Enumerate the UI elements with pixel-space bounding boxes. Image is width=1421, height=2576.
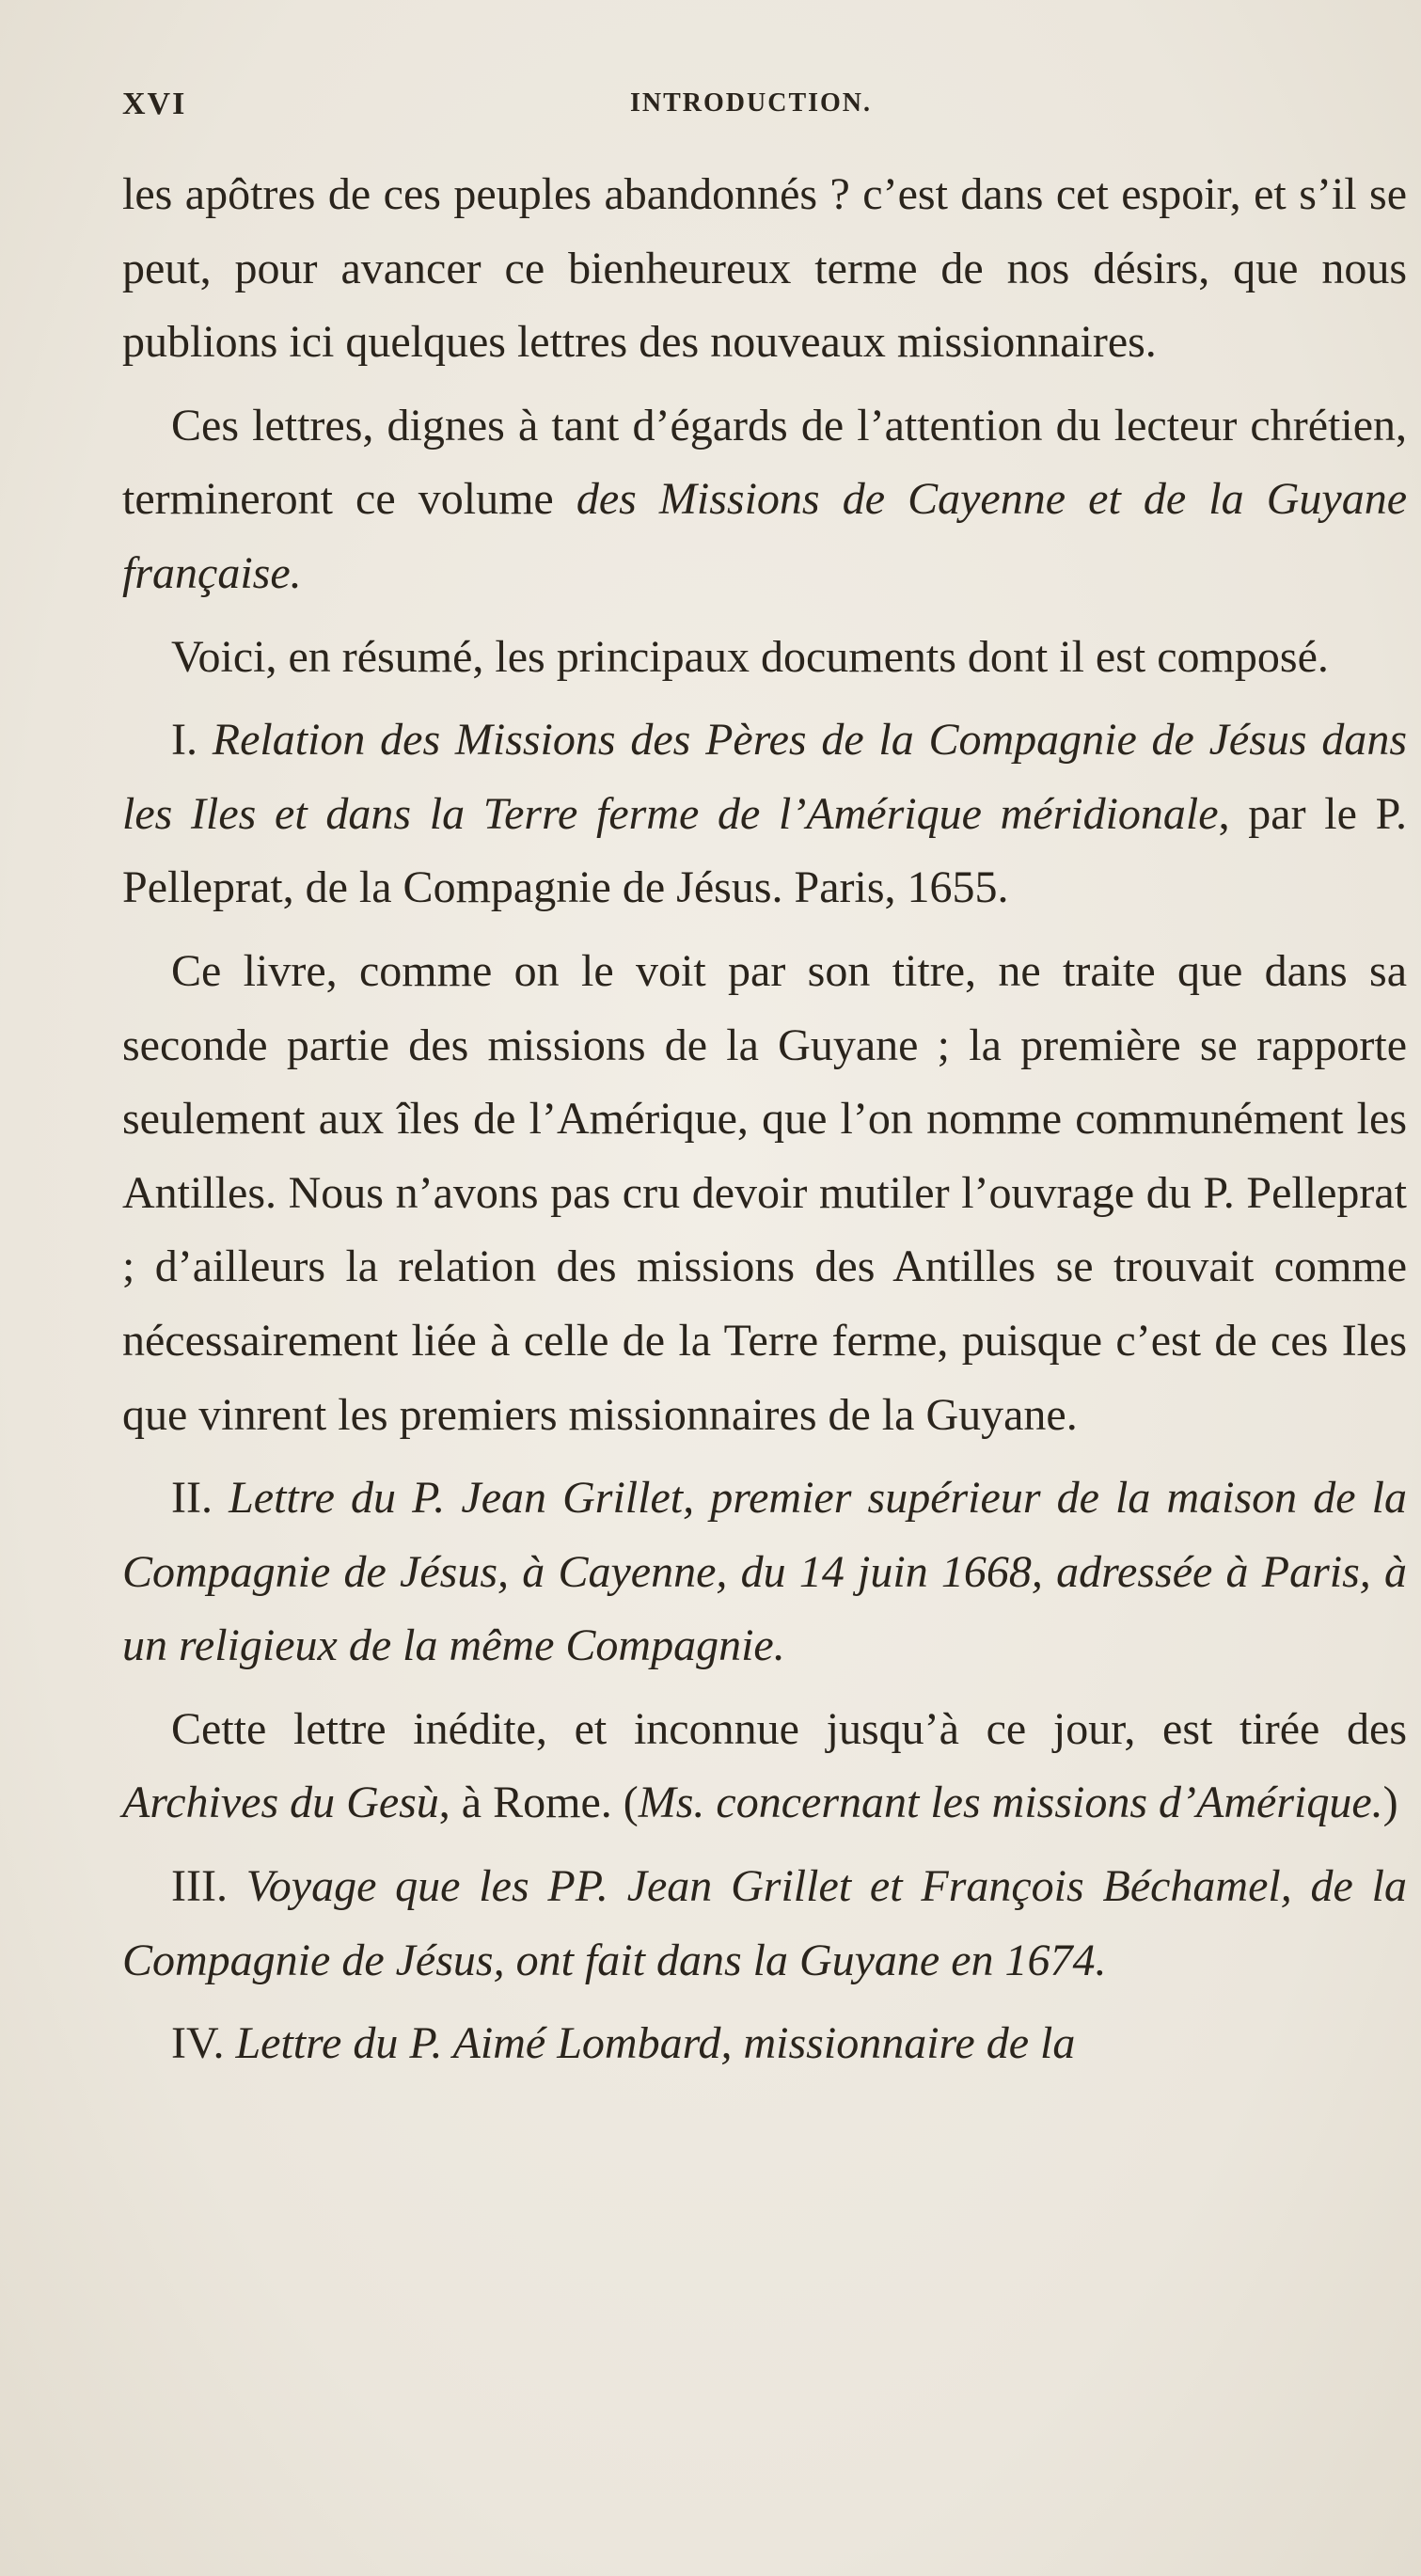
document-entry-2: [122, 1462, 1407, 1683]
entry-number: IV.: [171, 2018, 236, 2069]
paragraph-text: les apôtres de ces peuples abandonnés ? c’est dans cet espoir, et s’il se peut, pour avancer ce bienheureux terme de nos désirs, que nous publions ici quelques lettres des nouveaux missionnaires.: [122, 169, 1407, 368]
body-text: [122, 158, 1407, 2081]
document-entry-1: [122, 703, 1407, 925]
paragraph-letters-intro: [122, 389, 1407, 611]
paragraph-grillet-letter: [122, 1693, 1407, 1841]
paragraph-continued: [122, 158, 1407, 380]
paragraph-text: , à Rome. (: [438, 1778, 639, 1828]
paragraph-text: Ce livre, comme on le voit par son titre, ne traite que dans sa seconde partie des missions de la Guyane ; la première se rapporte seulement aux îles de l’Amérique, que l’on nomme communément les Antilles. Nous n’avons pas cru devoir mutiler l’ouvrage du P. Pelleprat ; d’ailleurs la relation des missions des Antilles se trouvait comme nécessairement liée à celle de la Terre ferme, puisque c’est de ces Iles que vinrent les premiers missionnaires de la Guyane.: [122, 945, 1407, 1440]
entry-number: I.: [171, 715, 213, 766]
archive-name: Archives du Gesù: [122, 1778, 439, 1828]
paragraph-text: Cette lettre inédite, et inconnue jusqu’à ce jour, est tirée des: [171, 1703, 1407, 1754]
entry-title: Relation des Missions des Pères de la Compagnie de Jésus dans les Iles et dans la Terre ferme de l’Amérique méridionale: [122, 715, 1408, 839]
document-entry-3: [122, 1850, 1407, 1998]
entry-details: , par le P. Pelleprat, de la Compagnie de Jésus. Paris, 1655.: [122, 788, 1407, 913]
paragraph-text: Voici, en résumé, les principaux documents dont il est composé.: [171, 631, 1329, 682]
paragraph-pelleprat: [122, 935, 1407, 1452]
page-number: XVI: [122, 87, 187, 121]
running-head: [122, 87, 1383, 134]
manuscript-reference: Ms. concernant les missions d’Amérique.: [638, 1778, 1383, 1828]
paragraph-summary: [122, 621, 1407, 695]
entry-title: Lettre du P. Aimé Lombard, missionnaire de la: [235, 2018, 1076, 2069]
entry-title: Lettre du P. Jean Grillet, premier supérieur de la maison de la Compagnie de Jésus, à Cayenne, du 14 juin 1668, adressée à Paris, à un religieux de la même Compagnie.: [122, 1473, 1407, 1671]
entry-number: II.: [171, 1473, 229, 1524]
volume-title: des Missions de Cayenne et de la Guyane française.: [122, 474, 1407, 598]
entry-title: Voyage que les PP. Jean Grillet et François Béchamel, de la Compagnie de Jésus, ont fait dans la Guyane en 1674.: [122, 1861, 1408, 1985]
paragraph-text: Ces lettres, dignes à tant d’égards de l’attention du lecteur chrétien, termineront ce volume: [122, 400, 1407, 525]
document-entry-4: [122, 2007, 1407, 2081]
entry-number: III.: [171, 1861, 246, 1912]
running-title: INTRODUCTION.: [630, 88, 873, 118]
paragraph-text: ): [1382, 1778, 1398, 1828]
